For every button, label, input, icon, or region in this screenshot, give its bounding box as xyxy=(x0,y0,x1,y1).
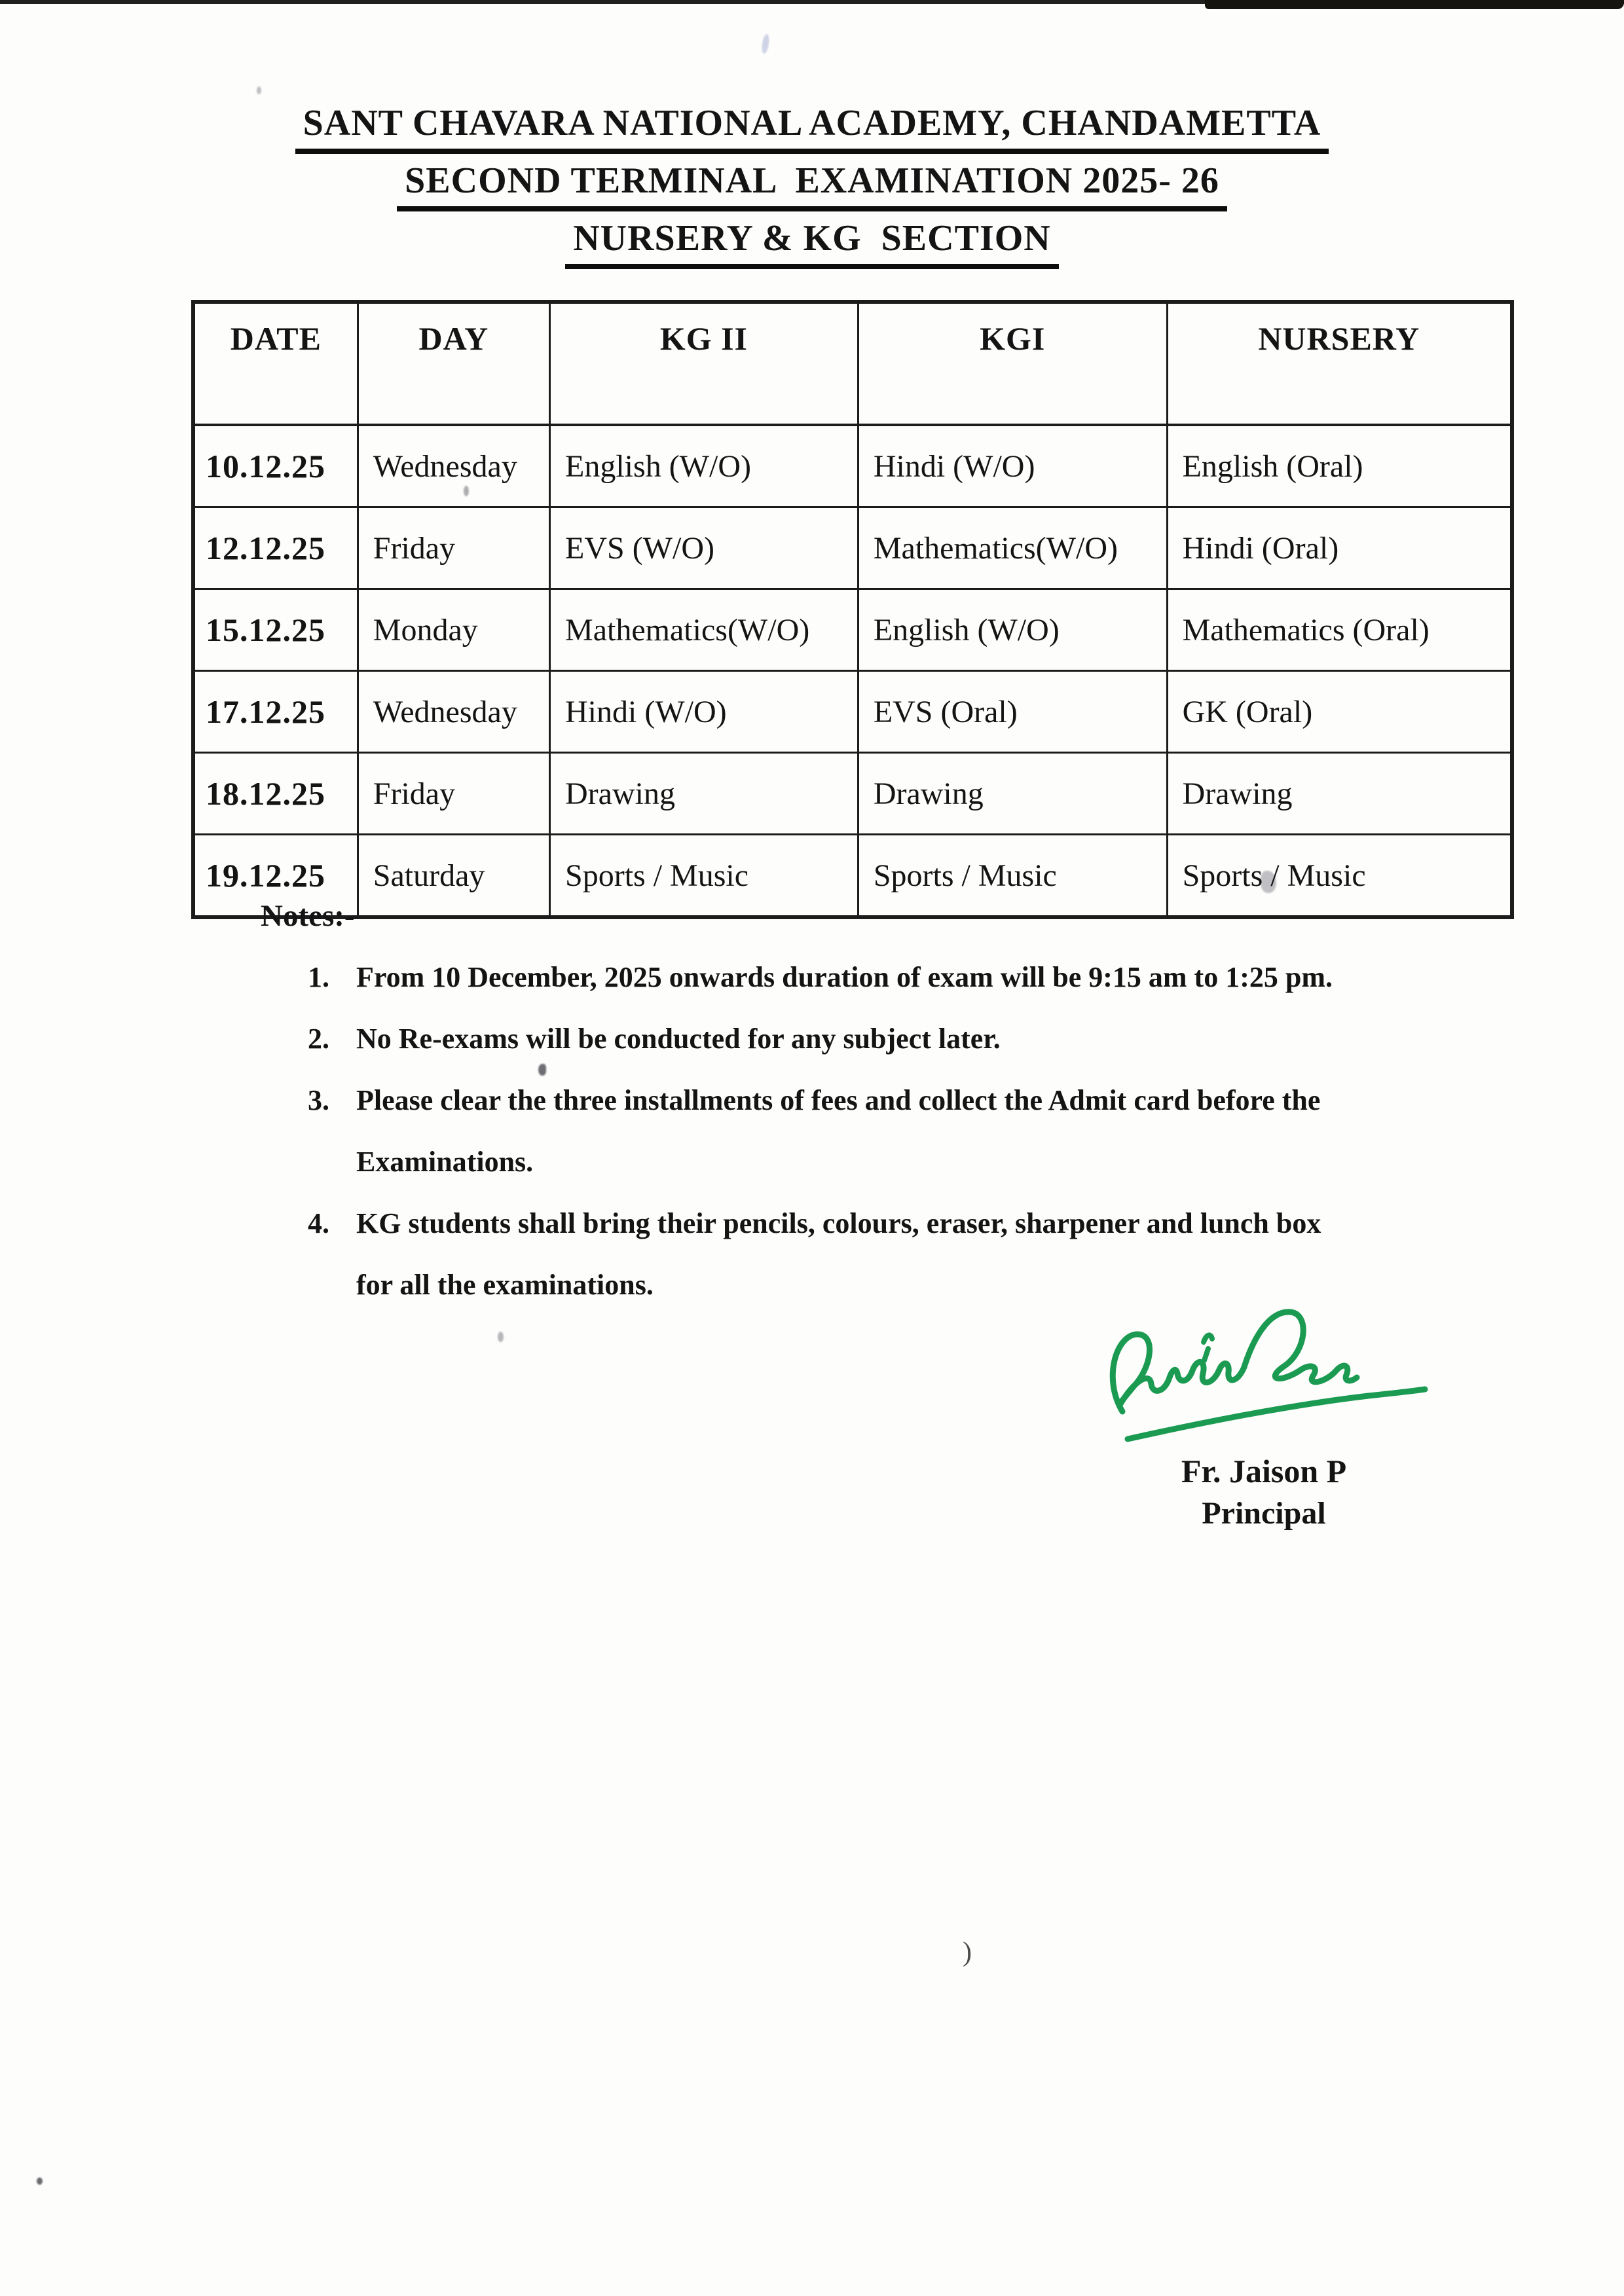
note-number: 4. xyxy=(308,1207,329,1239)
column-header-nursery: NURSERY xyxy=(1167,302,1512,425)
scan-artifact-paren: ) xyxy=(963,1937,972,1967)
cell-kg2-subject: Mathematics(W/O) xyxy=(550,589,858,671)
table-row xyxy=(193,425,1512,507)
cell-day: Friday xyxy=(358,507,549,589)
cell-nursery-subject: English (Oral) xyxy=(1167,425,1512,507)
timetable-header-row xyxy=(193,302,1512,425)
document-header xyxy=(0,102,1624,275)
note-text-line: for all the examinations. xyxy=(356,1269,654,1301)
cell-kg1-subject: Hindi (W/O) xyxy=(858,425,1167,507)
cell-kg2-subject: English (W/O) xyxy=(550,425,858,507)
note-text-line: Please clear the three installments of fees and collect the Admit card before the xyxy=(356,1084,1321,1116)
cell-date: 19.12.25 xyxy=(193,835,358,918)
signature-block xyxy=(1080,1302,1447,1532)
section-title-line xyxy=(0,217,1624,269)
cell-day: Monday xyxy=(358,589,549,671)
signature-stroke xyxy=(1244,1312,1357,1382)
note-text-line: From 10 December, 2025 onwards duration of exam will be 9:15 am to 1:25 pm. xyxy=(356,961,1333,993)
cell-kg1-subject: Mathematics(W/O) xyxy=(858,507,1167,589)
note-number: 3. xyxy=(308,1084,329,1116)
cell-date: 18.12.25 xyxy=(193,753,358,835)
exam-timetable xyxy=(191,300,1514,919)
signatory-name: Fr. Jaison P xyxy=(1181,1453,1347,1489)
column-header-date: DATE xyxy=(193,302,358,425)
cell-kg1-subject: English (W/O) xyxy=(858,589,1167,671)
note-text-line: Examinations. xyxy=(356,1146,534,1178)
exam-title: SECOND TERMINAL EXAMINATION 2025- 26 xyxy=(397,160,1227,211)
note-number: 2. xyxy=(308,1023,329,1055)
table-row xyxy=(193,507,1512,589)
notes-section xyxy=(261,885,1439,1316)
signature-stroke xyxy=(1113,1334,1192,1412)
section-title: NURSERY & KG SECTION xyxy=(565,217,1059,269)
note-number: 1. xyxy=(308,961,329,993)
cell-day: Friday xyxy=(358,753,549,835)
cell-day: Saturday xyxy=(358,835,549,918)
cell-date: 10.12.25 xyxy=(193,425,358,507)
scan-edge-corner xyxy=(1205,0,1624,9)
cell-kg2-subject: Drawing xyxy=(550,753,858,835)
signature-underline-stroke xyxy=(1128,1389,1425,1439)
exam-title-line xyxy=(0,160,1624,211)
cell-kg1-subject: Drawing xyxy=(858,753,1167,835)
note-item-2 xyxy=(261,1008,1439,1070)
cell-nursery-subject: Sports / Music xyxy=(1167,835,1512,918)
cell-nursery-subject: GK (Oral) xyxy=(1167,671,1512,753)
cell-nursery-subject: Mathematics (Oral) xyxy=(1167,589,1512,671)
school-name-line xyxy=(0,102,1624,154)
principal-signature-ink xyxy=(1094,1302,1434,1465)
column-header-kg2: KG II xyxy=(550,302,858,425)
cell-kg2-subject: EVS (W/O) xyxy=(550,507,858,589)
cell-kg2-subject: Sports / Music xyxy=(550,835,858,918)
school-name: SANT CHAVARA NATIONAL ACADEMY, CHANDAMETTA xyxy=(295,102,1329,154)
column-header-day: DAY xyxy=(358,302,549,425)
cell-day: Wednesday xyxy=(358,671,549,753)
note-text-line: KG students shall bring their pencils, colours, eraser, sharpener and lunch box xyxy=(356,1207,1321,1239)
column-header-kg1: KGI xyxy=(858,302,1167,425)
cell-date: 15.12.25 xyxy=(193,589,358,671)
cell-nursery-subject: Hindi (Oral) xyxy=(1167,507,1512,589)
cell-day: Wednesday xyxy=(358,425,549,507)
cell-nursery-subject: Drawing xyxy=(1167,753,1512,835)
note-item-1 xyxy=(261,947,1439,1008)
cell-kg2-subject: Hindi (W/O) xyxy=(550,671,858,753)
scan-artifact xyxy=(761,33,771,54)
table-row xyxy=(193,589,1512,671)
cell-kg1-subject: Sports / Music xyxy=(858,835,1167,918)
scan-artifact xyxy=(257,86,261,94)
signature-stroke xyxy=(1192,1362,1244,1382)
note-item-3 xyxy=(261,1070,1439,1193)
cell-date: 17.12.25 xyxy=(193,671,358,753)
note-text-line: No Re-exams will be conducted for any subject later. xyxy=(356,1023,1001,1055)
signature-stroke xyxy=(1204,1335,1212,1360)
notes-heading: Notes:- xyxy=(261,899,355,933)
note-item-4 xyxy=(261,1193,1439,1316)
cell-kg1-subject: EVS (Oral) xyxy=(858,671,1167,753)
table-row xyxy=(193,753,1512,835)
scan-artifact xyxy=(498,1332,504,1342)
table-row xyxy=(193,671,1512,753)
scan-artifact xyxy=(37,2178,43,2185)
signatory-role: Principal xyxy=(1202,1496,1326,1531)
cell-date: 12.12.25 xyxy=(193,507,358,589)
